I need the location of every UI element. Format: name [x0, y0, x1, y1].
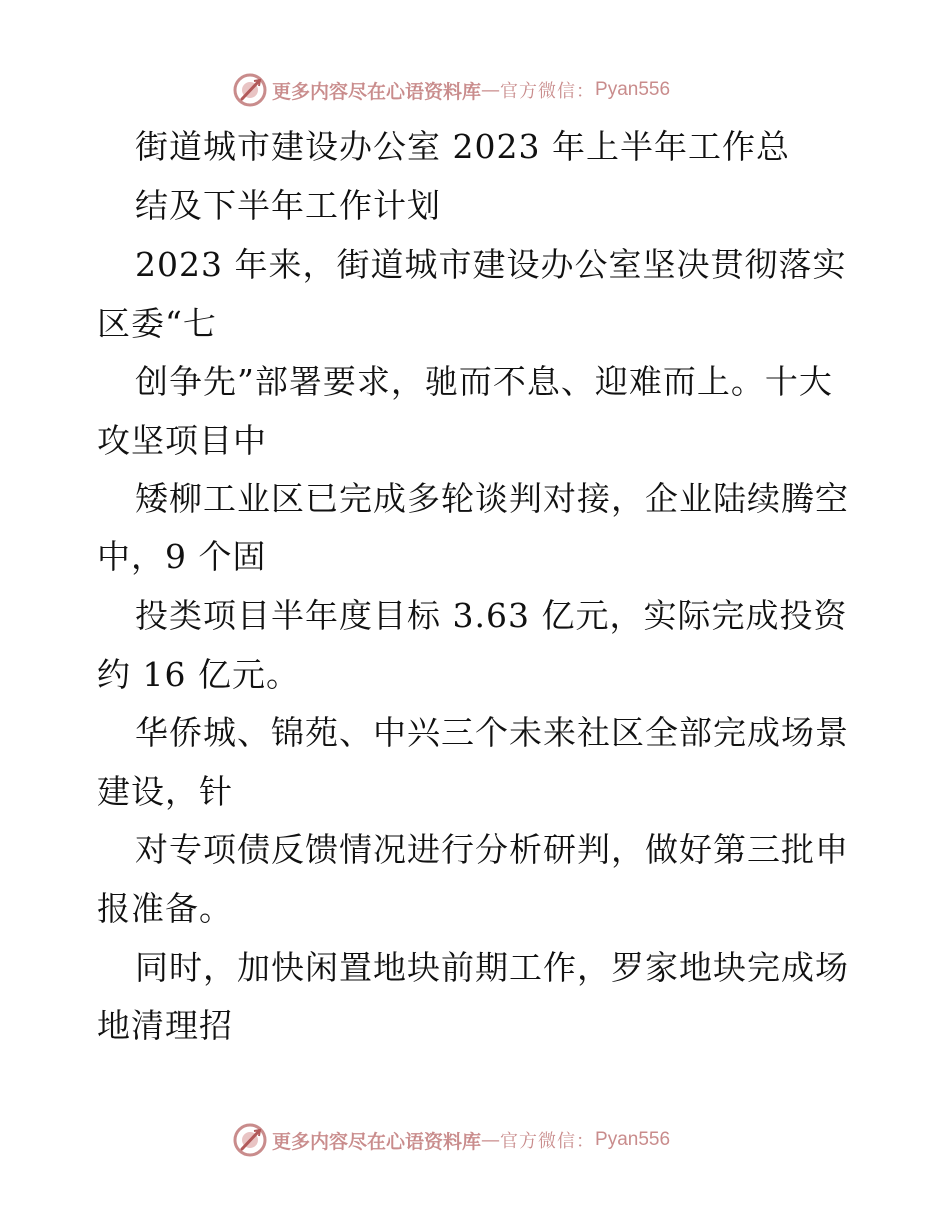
paragraph-line: 投类项目半年度目标 3.63 亿元，实际完成投资 — [135, 596, 848, 635]
paragraph-line: 报准备。 — [97, 889, 233, 928]
paragraph-line: 2023 年来，街道城市建设办公室坚决贯彻落实 — [135, 245, 847, 284]
watermark-dash: — — [481, 79, 501, 101]
watermark-main-text: 更多内容尽在心语资料库 — [272, 1130, 482, 1153]
paragraph-line: 对专项债反馈情况进行分析研判，做好第三批申 — [135, 830, 849, 869]
paragraph-line: 矮柳工业区已完成多轮谈判对接，企业陆续腾空 — [135, 479, 849, 518]
watermark-sub-text: 官方微信： — [500, 1131, 596, 1152]
paragraph-line: 创争先”部署要求，驰而不息、迎难而上。十大 — [135, 362, 833, 401]
watermark-wechat-id: Pyan556 — [595, 79, 671, 100]
watermark-main-text: 更多内容尽在心语资料库 — [272, 80, 482, 103]
paragraph-line: 区委“七 — [97, 304, 217, 343]
watermark-wechat-id: Pyan556 — [595, 1129, 671, 1150]
paragraph-line: 地清理招 — [97, 1006, 233, 1045]
watermark-logo-icon — [232, 72, 268, 108]
watermark-logo-icon — [232, 1122, 268, 1158]
paragraph-line: 建设，针 — [97, 772, 233, 811]
header-watermark — [232, 72, 670, 108]
document-title-line-2: 结及下半年工作计划 — [135, 186, 441, 225]
footer-watermark — [232, 1122, 670, 1158]
document-title-line-1: 街道城市建设办公室 2023 年上半年工作总 — [135, 127, 790, 166]
paragraph-line: 同时，加快闲置地块前期工作，罗家地块完成场 — [135, 948, 849, 987]
paragraph-line: 约 16 亿元。 — [97, 655, 300, 694]
paragraph-line: 中，9 个固 — [97, 537, 267, 576]
paragraph-line: 华侨城、锦苑、中兴三个未来社区全部完成场景 — [135, 713, 849, 752]
watermark-sub-text: 官方微信： — [500, 81, 596, 102]
watermark-dash: — — [481, 1129, 501, 1151]
paragraph-line: 攻坚项目中 — [97, 421, 267, 460]
